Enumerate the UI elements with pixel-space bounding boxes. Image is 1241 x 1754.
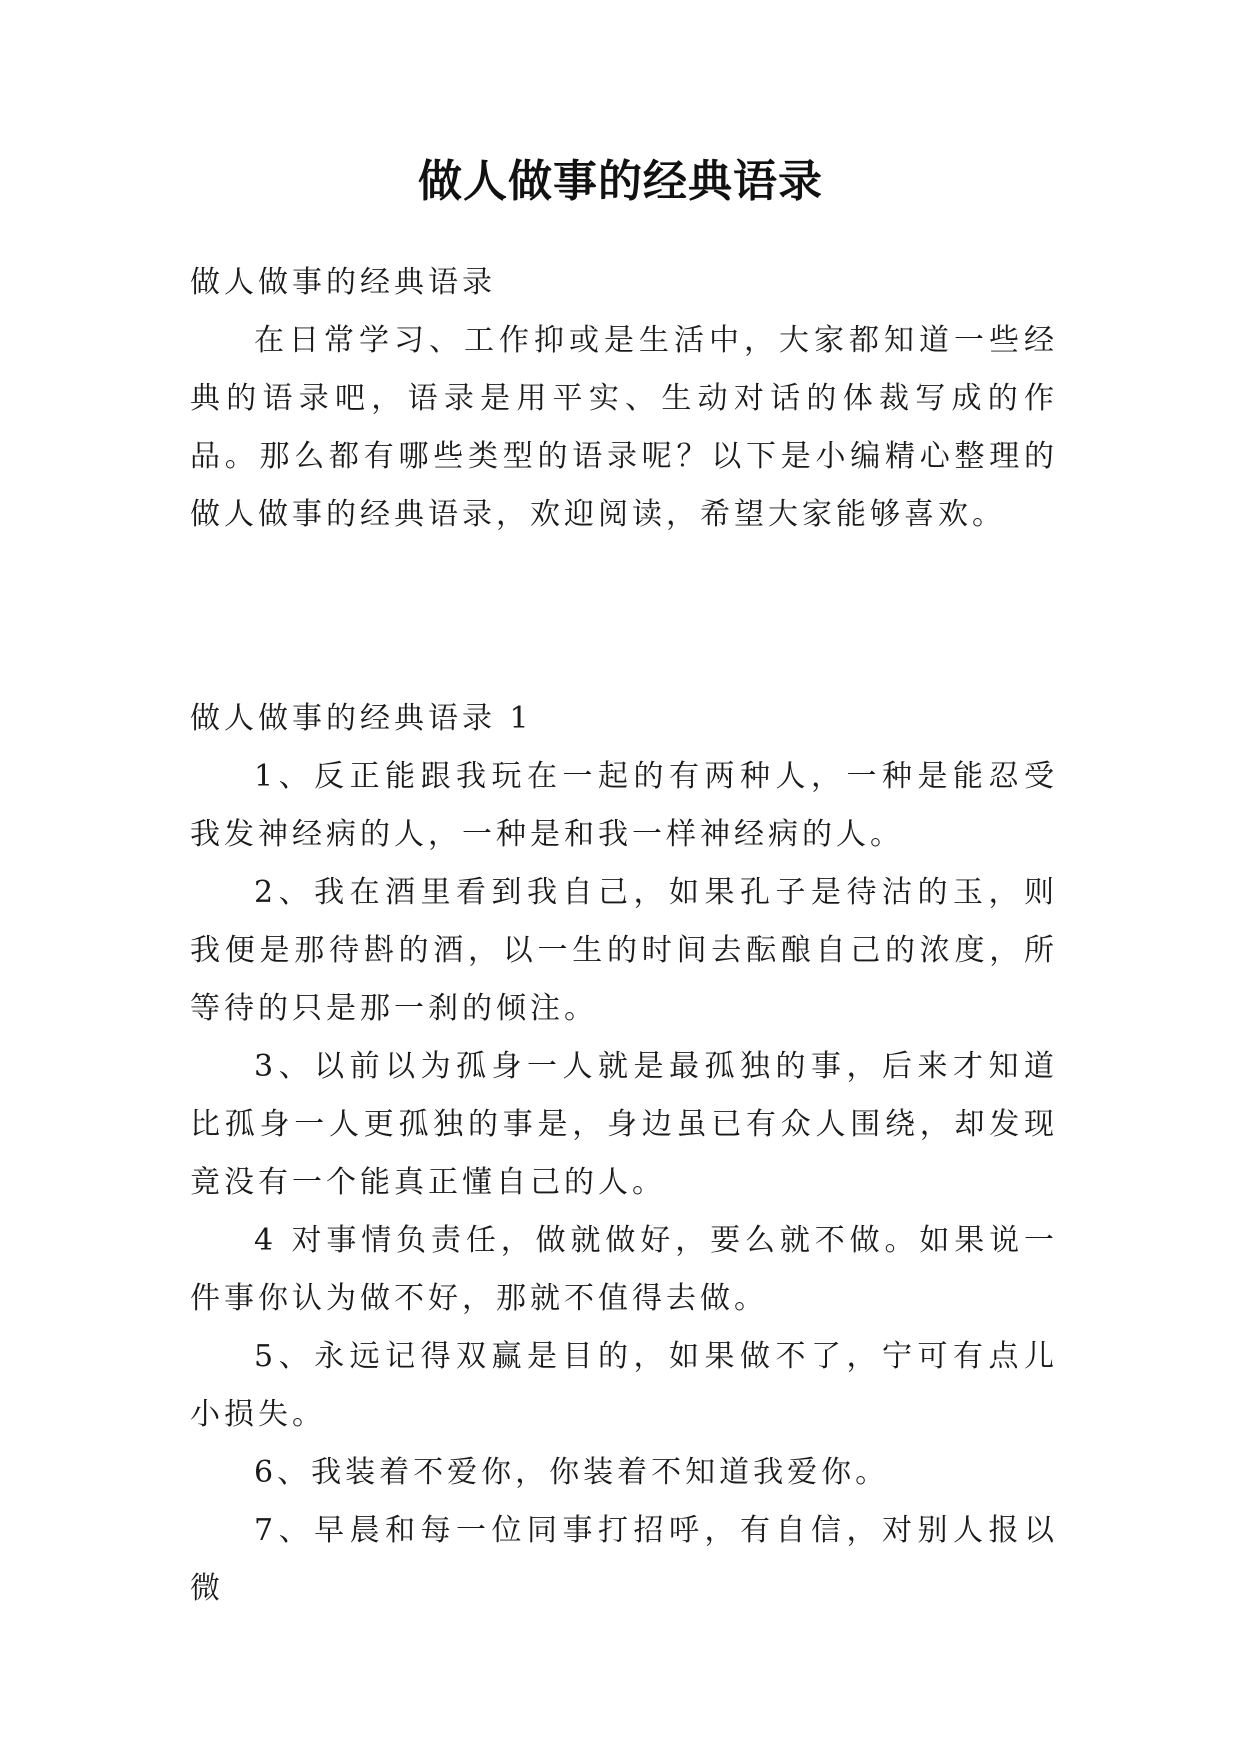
intro-section [190,254,1058,544]
quote-item: 6、我装着不爱你，你装着不知道我爱你。 [254,1455,890,1490]
quote-item: 5、永远记得双赢是目的，如果做不了，宁可有点儿小损失。 [190,1339,1058,1432]
section-heading: 做人做事的经典语录 1 [190,701,533,736]
section-1 [190,690,1058,1618]
quote-item: 4 对事情负责任，做就做好，要么就不做。如果说一件事你认为做不好，那就不值得去做。 [190,1223,1058,1316]
document-title: 做人做事的经典语录 [418,156,823,207]
quote-item: 7、早晨和每一位同事打招呼，有自信，对别人报以微 [190,1513,1058,1606]
quote-item: 1、反正能跟我玩在一起的有两种人，一种是能忍受我发神经病的人，一种是和我一样神经病的人。 [190,759,1058,852]
intro-paragraph: 在日常学习、工作抑或是生活中，大家都知道一些经典的语录吧，语录是用平实、生动对话的体裁写成的作品。那么都有哪些类型的语录呢？以下是小编精心整理的做人做事的经典语录，欢迎阅读，希望大家能够喜欢。 [190,323,1058,532]
intro-heading: 做人做事的经典语录 [190,265,496,300]
quote-item: 2、我在酒里看到我自己，如果孔子是待沽的玉，则我便是那待斟的酒，以一生的时间去酝酿自己的浓度，所等待的只是那一刹的倾注。 [190,875,1058,1026]
quote-item: 3、以前以为孤身一人就是最孤独的事，后来才知道比孤身一人更孤独的事是，身边虽已有众人围绕，却发现竟没有一个能真正懂自己的人。 [190,1049,1058,1200]
